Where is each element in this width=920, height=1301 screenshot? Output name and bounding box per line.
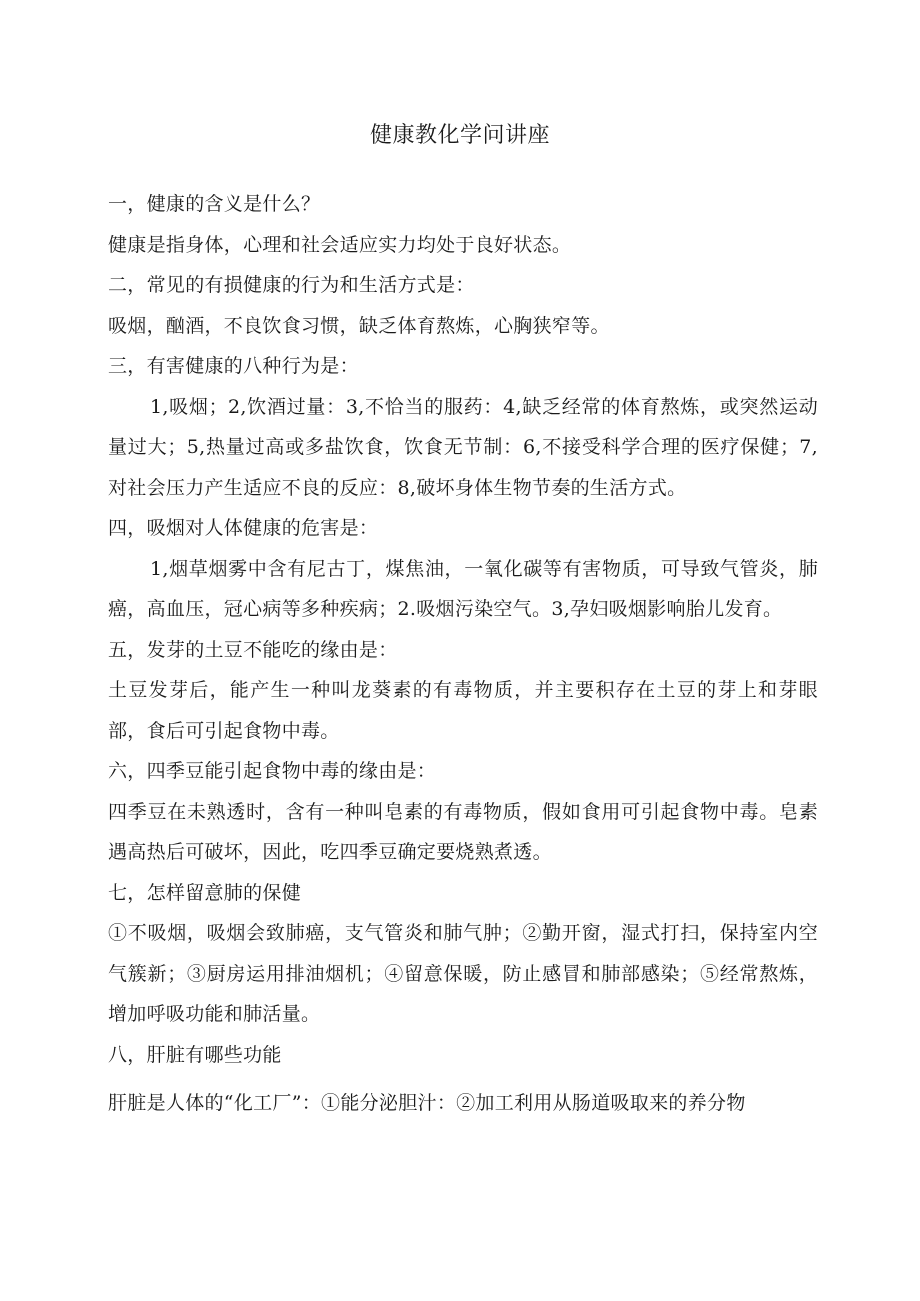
heading-4: 四，吸烟对人体健康的危害是：: [108, 517, 379, 539]
paragraph-3: 1,吸烟；2,饮酒过量：3,不恰当的服药：4,缺乏经常的体育熬炼，或突然运动量过大；5,热量过高或多盐饮食，饮食无节制：6,不接受科学合理的医疗保健；7,对社会压力产生适应不良的反应：8,破坏身体生物节奏的生活方式。: [108, 395, 818, 499]
heading-8: 八，肝脏有哪些功能: [108, 1043, 282, 1066]
paragraph-5: 土豆发芽后，能产生一种叫龙葵素的有毒物质，并主要积存在土豆的芽上和芽眼部，食后可引起食物中毒。: [108, 679, 818, 742]
paragraph-8: 肝脏是人体的“化工厂”：①能分泌胆汁：②加工利用从肠道吸取来的养分物: [108, 1092, 746, 1114]
heading-5: 五，发芽的土豆不能吃的缘由是：: [108, 638, 398, 661]
paragraph-4: 1,烟草烟雾中含有尼古丁，煤焦油，一氧化碳等有害物质，可导致气管炎，肺癌，高血压，冠心病等多种疾病；2.吸烟污染空气。3,孕妇吸烟影响胎儿发育。: [108, 557, 818, 620]
paragraph-7: ①不吸烟，吸烟会致肺癌，支气管炎和肺气肿；②勤开窗，湿式打扫，保持室内空气簇新；③厨房运用排油烟机；④留意保暖，防止感冒和肺部感染；⑤经常熬炼，增加呼吸功能和肺活量。: [108, 922, 818, 1025]
heading-6: 六，四季豆能引起食物中毒的缘由是：: [108, 760, 437, 782]
heading-2: 二，常见的有损健康的行为和生活方式是：: [108, 274, 475, 296]
heading-3: 三，有害健康的八种行为是：: [108, 355, 359, 377]
paragraph-1: 健康是指身体，心理和社会适应实力均处于良好状态。: [108, 233, 572, 256]
document-title: 健康教化学问讲座: [369, 123, 550, 148]
document-body: [108, 184, 818, 1124]
heading-1: 一，健康的含义是什么？: [108, 193, 321, 215]
paragraph-6: 四季豆在未熟透时，含有一种叫皂素的有毒物质，假如食用可引起食物中毒。皂素遇高热后可破坏，因此，吃四季豆确定要烧熟煮透。: [108, 800, 818, 863]
heading-7: 七，怎样留意肺的保健: [108, 881, 302, 904]
paragraph-2: 吸烟，酗酒，不良饮食习惯，缺乏体育熬炼，心胸狭窄等。: [108, 314, 610, 337]
